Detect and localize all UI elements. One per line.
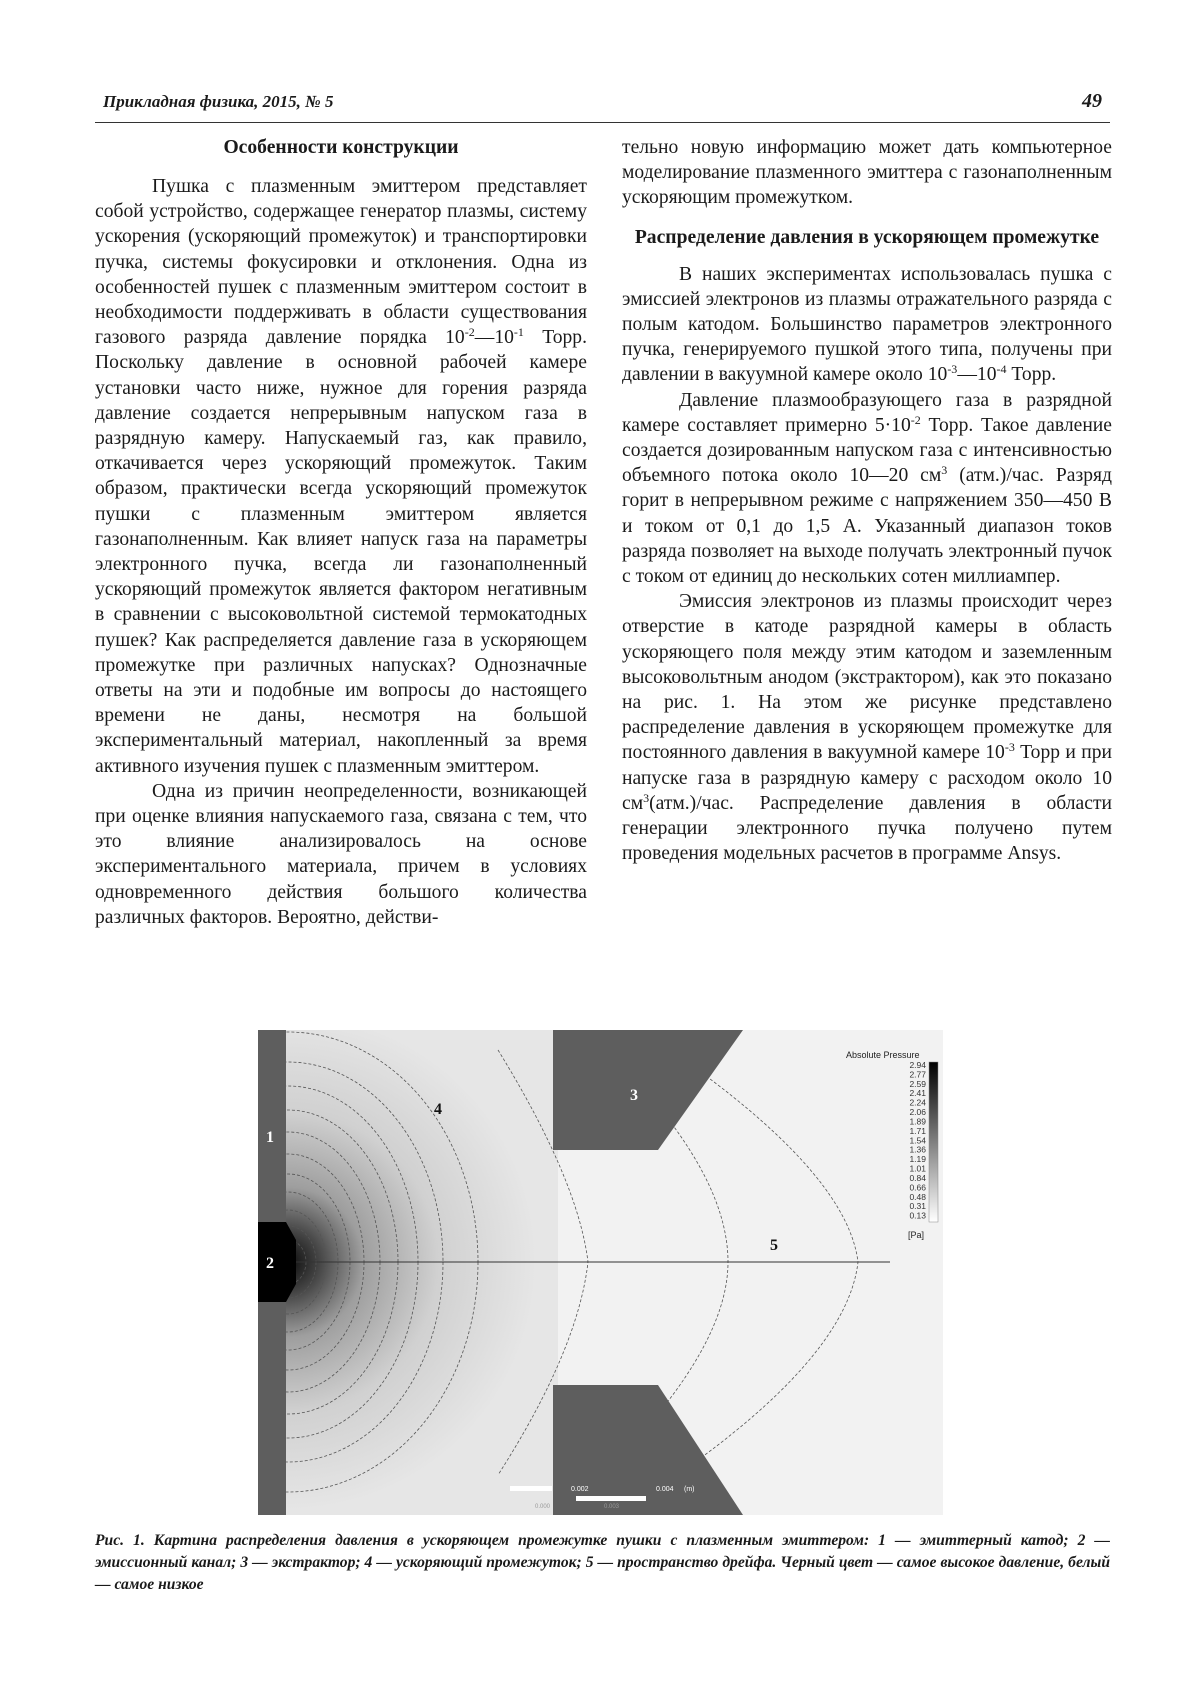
label-4: 4 bbox=[434, 1101, 442, 1118]
paragraph: В наших экспериментах использовалась пушка с эмиссией электронов из плазмы отражательного разряда с полым катодом. Большинство параметров электронного пучка, генерируемого пушкой этого типа, получены при давлении в вакуумной камере около $10^{-3}—10^{-4}$ Торр. bbox=[622, 263, 1112, 386]
paragraph: Давление плазмообразующего газа в разрядной камере составляет примерно $5\cdot 10^{-2}$ Торр. Такое давление создается дозированным напуском газа с интенсивностью объемного потока около 10—20 $см^3$ (атм.)/час. Разряд горит в непрерывном режиме с напряжением 350—450 В и током от 0,1 до 1,5 А. Указанный диапазон токов разряда позволяет на выходе получать электронный пучок с током от единиц до нескольких сотен миллиампер. bbox=[622, 389, 1112, 588]
legend-tick-label: 2.41 bbox=[909, 1088, 926, 1099]
legend-tick-label: 1.71 bbox=[909, 1125, 926, 1136]
accelerating-gap-field bbox=[286, 1030, 558, 1515]
legend-tick-label: 2.94 bbox=[909, 1060, 926, 1070]
paragraph: Пушка с плазменным эмиттером представляет собой устройство, содержащее генератор плазмы, систему ускорения (ускоряющий промежуток) и транспортировки пучка, системы фокусировки и отклонения. Одна из особенностей пушек с плазменным эмиттером состоит в необходимости поддерживать в области существования газового разряда давление порядка $10^{-2}—10^{-1}$ Торр. Поскольку давление в основной рабочей камере установки часто ниже, нужное для горения разряда давление создается непрерывным напуском газа в разрядную камеру. Напускаемый газ, как правило, откачивается через ускоряющий промежуток. Таким образом, практически всегда ускоряющий промежуток пушки с плазменным эмиттером является газонаполненным. Как влияет напуск газа на параметры электронного пучка, всегда ли газонаполненный ускоряющий промежуток является фактором негативным в сравнении с высоковольтной системой термокатодных пушек? Как распределяется давление газа в ускоряющем промежутке при различных напусках? Однозначные ответы на эти и подобные им вопросы до настоящего времени не даны, несмотря на большой экспериментальный материал, накопленный за время активного изучения пушек с плазменным эмиттером. bbox=[95, 176, 587, 777]
emission-channel bbox=[258, 1222, 296, 1302]
emitter-cathode-lower bbox=[258, 1302, 286, 1515]
legend-tick-label: 0.31 bbox=[909, 1201, 926, 1212]
label-5: 5 bbox=[770, 1237, 778, 1254]
legend-tick-label: 0.13 bbox=[909, 1210, 926, 1221]
paragraph: Одна из причин неопределенности, возникающей при оценке влияния напускаемого газа, связана с тем, что это влияние анализировалось на основе экспериментального материала, причем в условиях одновременного действия большого количества различных факторов. Вероятно, действи- bbox=[95, 780, 587, 928]
legend-tick-label: 2.77 bbox=[909, 1069, 926, 1080]
legend-tick-label: 0.84 bbox=[909, 1172, 926, 1183]
section-heading-pressure: Распределение давления в ускоряющем промежутке bbox=[634, 226, 1100, 248]
figure-svg bbox=[258, 1030, 943, 1515]
legend-tick-label: 1.01 bbox=[909, 1163, 926, 1174]
legend-tick-label: 1.36 bbox=[909, 1144, 926, 1155]
left-column bbox=[95, 135, 587, 930]
legend-colorbar bbox=[929, 1062, 938, 1222]
figure-caption: Рис. 1. Картина распределения давления в ускоряющем промежутке пушки с плазменным эмиттером: 1 — эмиттерный катод; 2 — эмиссионный канал; 3 — экстрактор; 4 — ускоряющий промежуток; 5 — пространство дрейфа. Черный цвет — самое высокое давление, белый — самое низкое bbox=[95, 1532, 1110, 1593]
legend-tick-label: 0.48 bbox=[909, 1191, 926, 1202]
legend-title: Absolute Pressure bbox=[846, 1050, 920, 1060]
pressure-distribution-figure bbox=[258, 1030, 943, 1515]
journal-title: Прикладная физика, 2015, № 5 bbox=[103, 92, 334, 111]
legend-tick-label: 1.54 bbox=[909, 1135, 926, 1146]
legend-unit: [Pa] bbox=[907, 1230, 924, 1240]
scale-label: 0.002 bbox=[571, 1486, 589, 1493]
label-3: 3 bbox=[630, 1087, 638, 1104]
emitter-cathode bbox=[258, 1030, 286, 1222]
scale-label: 0.003 bbox=[604, 1504, 620, 1510]
scale-label: 0.004 bbox=[656, 1486, 674, 1493]
section-heading-design: Особенности конструкции bbox=[223, 137, 459, 158]
legend-tick-label: 2.59 bbox=[909, 1078, 926, 1089]
label-2: 2 bbox=[266, 1255, 274, 1272]
running-header bbox=[95, 90, 1110, 123]
scale-label: (m) bbox=[684, 1486, 695, 1493]
scale-label: 0.000 bbox=[535, 1504, 551, 1510]
right-column bbox=[622, 135, 1112, 866]
paragraph: Эмиссия электронов из плазмы происходит через отверстие в катоде разрядной камеры в область ускоряющего поля между этим катодом и заземленным высоковольтным анодом (экстрактором), как это показано на рис. 1. На этом же рисунке представлено распределение давления в ускоряющем промежутке для постоянного давления в вакуумной камере $10^{-3}$ Торр и при напуске газа в разрядную камеру с расходом около 10 $см^3(атм.)$/час. Распределение давления в области генерации электронного пучка получено путем проведения модельных расчетов в программе Ansys. bbox=[622, 591, 1112, 865]
legend-tick-label: 0.66 bbox=[909, 1182, 926, 1193]
page-number: 49 bbox=[1082, 90, 1102, 112]
legend-tick-label: 2.24 bbox=[909, 1097, 926, 1108]
legend-tick-label: 1.19 bbox=[909, 1154, 926, 1165]
legend-tick-label: 1.89 bbox=[909, 1116, 926, 1127]
label-1: 1 bbox=[266, 1129, 274, 1146]
paragraph: тельно новую информацию может дать компьютерное моделирование плазменного эмиттера с газонаполненным ускоряющим промежутком. bbox=[622, 137, 1112, 209]
legend-tick-label: 2.06 bbox=[909, 1107, 926, 1118]
